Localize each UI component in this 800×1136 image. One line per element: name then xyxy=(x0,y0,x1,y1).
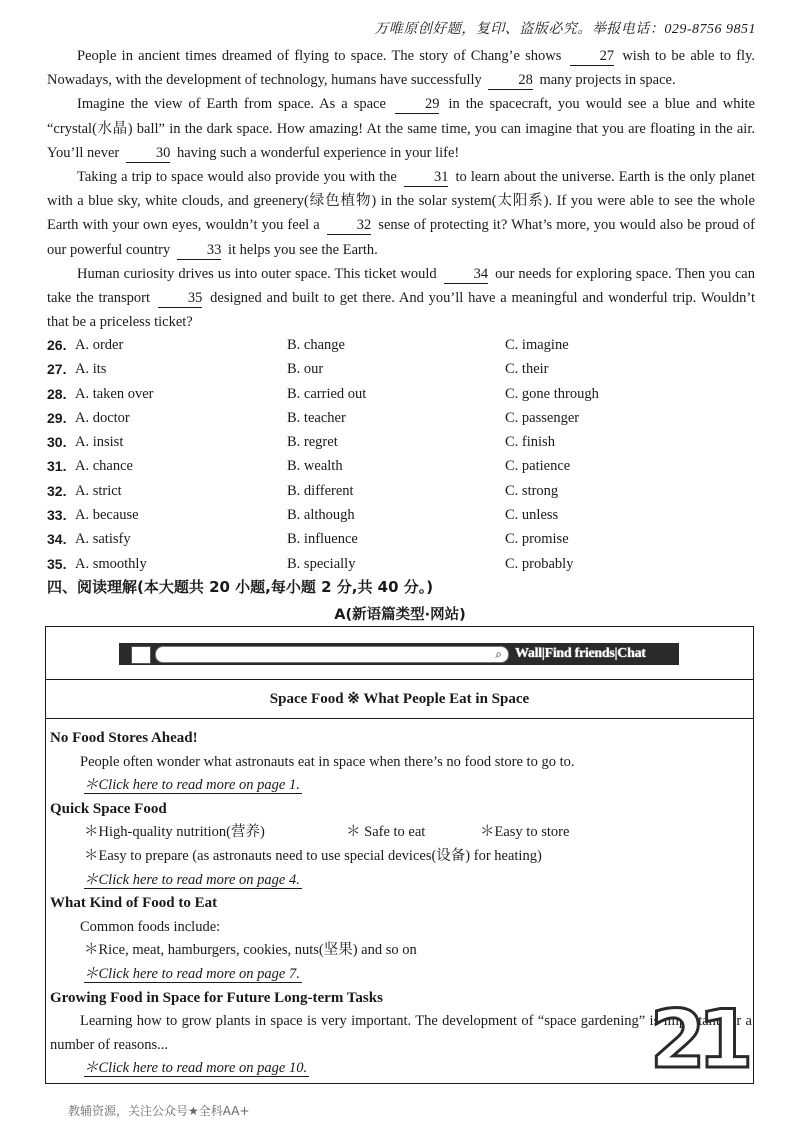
option-c: C. patience xyxy=(505,458,571,475)
section-text: Learning how to grow plants in space is very important. The development of “space gardening” is important for a number of reasons... xyxy=(50,1013,752,1053)
option-a: A. smoothly xyxy=(75,555,147,572)
section-heading-no-food-stores: No Food Stores Ahead! xyxy=(50,730,198,746)
question-number: 28. xyxy=(47,385,67,402)
option-row xyxy=(47,382,755,406)
page-number: 21 xyxy=(650,993,746,1086)
bullet-item: ＊ Safe to eat xyxy=(346,824,426,841)
option-c: C. probably xyxy=(505,555,574,572)
option-a: A. doctor xyxy=(75,409,130,426)
option-c: C. promise xyxy=(505,531,569,548)
option-row xyxy=(47,479,755,503)
blank-27: 27 xyxy=(570,48,615,66)
section-text: Common foods include: xyxy=(80,918,221,935)
passage-paragraph: People in ancient times dreamed of flying to space. The story of Chang’e shows 27 wish to be able to fly. Nowadays, with the development of technology, humans have successfully 28 many projects in space. xyxy=(47,48,755,89)
blank-32: 32 xyxy=(327,217,372,235)
read-more-link-page-4[interactable]: ＊Click here to read more on page 4. xyxy=(84,871,300,888)
blank-29: 29 xyxy=(395,96,440,114)
option-b: B. regret xyxy=(287,434,338,451)
footer-note: 教辅资源，关注公众号★全科AA+ xyxy=(68,1104,250,1118)
site-title: Space Food ※ What People Eat in Space xyxy=(46,679,753,719)
option-a: A. its xyxy=(75,361,107,378)
option-c: C. finish xyxy=(505,434,555,451)
blank-35: 35 xyxy=(158,290,203,308)
option-a: A. because xyxy=(75,507,139,524)
blank-31: 31 xyxy=(404,169,449,187)
option-b: B. although xyxy=(287,507,355,524)
blank-30: 30 xyxy=(126,145,171,163)
option-b: B. change xyxy=(287,337,345,353)
option-b: B. our xyxy=(287,361,324,378)
cloze-passage xyxy=(47,44,755,334)
option-row xyxy=(47,503,755,527)
option-c: C. passenger xyxy=(505,409,580,426)
options-list xyxy=(47,333,755,576)
option-c: C. imagine xyxy=(505,337,569,353)
bullet-item: ＊High-quality nutrition(营养) xyxy=(84,824,265,841)
browser-bar xyxy=(119,643,679,665)
question-number: 31. xyxy=(47,458,67,475)
question-number: 26. xyxy=(47,337,67,353)
passage-paragraph: Taking a trip to space would also provide you with the 31 to learn about the universe. Earth is the only planet with a blue sky, white clouds, and greenery(绿色植物) in the solar system(太阳系). If you were able to see the whole Earth with your own eyes, wouldn’t you feel a 32 sense of protecting it? What’s more, you would also be proud of our powerful country 33 it helps you see the Earth. xyxy=(47,169,755,258)
option-a: A. taken over xyxy=(75,385,154,402)
option-a: A. strict xyxy=(75,482,122,499)
option-b: B. influence xyxy=(287,531,358,548)
question-number: 32. xyxy=(47,482,67,499)
option-c: C. strong xyxy=(505,482,559,499)
option-c: C. their xyxy=(505,361,549,378)
option-a: A. order xyxy=(75,337,124,353)
question-number: 34. xyxy=(47,531,67,548)
section-heading-growing-food: Growing Food in Space for Future Long-term Tasks xyxy=(50,989,383,1006)
passage-paragraph: Human curiosity drives us into outer space. This ticket would 34 our needs for exploring space. Then you can take the transport 35 designed and built to get there. And you’ll have a meaningful and wonderful trip. Wouldn’t that be a priceless ticket? xyxy=(47,265,755,331)
section-subtitle: A(新语篇类型·网站) xyxy=(334,607,466,623)
option-c: C. gone through xyxy=(505,385,599,402)
option-row xyxy=(47,552,755,576)
website-mockup xyxy=(45,626,754,1084)
question-number: 35. xyxy=(47,555,67,572)
section-text: People often wonder what astronauts eat in space when there’s no food store to go to. xyxy=(80,753,575,770)
nav-links[interactable]: Wall|Find friends|Chat xyxy=(515,646,646,661)
bullet-item: ＊Rice, meat, hamburgers, cookies, nuts(坚果) and so on xyxy=(84,942,417,959)
question-number: 27. xyxy=(47,361,67,378)
option-b: B. specially xyxy=(287,555,356,572)
option-row xyxy=(47,454,755,478)
search-input[interactable] xyxy=(155,646,509,663)
question-number: 33. xyxy=(47,507,67,524)
bullet-row xyxy=(50,821,752,845)
read-more-link-page-7[interactable]: ＊Click here to read more on page 7. xyxy=(84,965,300,982)
question-number: 29. xyxy=(47,409,67,426)
section-title: 四、阅读理解(本大题共 20 小题,每小题 2 分,共 40 分。) xyxy=(47,578,434,596)
section-heading-quick-space-food: Quick Space Food xyxy=(50,800,167,817)
option-b: B. teacher xyxy=(287,409,346,426)
option-c: C. unless xyxy=(505,507,559,524)
bullet-item: ＊Easy to store xyxy=(480,824,570,841)
option-a: A. satisfy xyxy=(75,531,131,548)
blank-33: 33 xyxy=(177,242,222,260)
search-icon[interactable]: ⌕ xyxy=(495,647,502,661)
read-more-link-page-10[interactable]: ＊Click here to read more on page 10. xyxy=(84,1060,308,1077)
option-b: B. different xyxy=(287,482,354,499)
option-b: B. carried out xyxy=(287,385,367,402)
option-a: A. chance xyxy=(75,458,133,475)
website-content xyxy=(50,727,752,1086)
blank-34: 34 xyxy=(444,266,489,284)
option-row xyxy=(47,430,755,454)
menu-square-icon[interactable] xyxy=(131,646,151,664)
option-row xyxy=(47,406,755,430)
option-row xyxy=(47,527,755,551)
option-a: A. insist xyxy=(75,434,124,451)
option-b: B. wealth xyxy=(287,458,343,475)
passage-paragraph: Imagine the view of Earth from space. As a space 29 in the spacecraft, you would see a blue and white “crystal(水晶) ball” in the dark space. How amazing! At the same time, you can imagine that you are floating in the air. You’ll never 30 having such a wonderful experience in your life! xyxy=(47,96,755,161)
option-row xyxy=(47,357,755,381)
blank-28: 28 xyxy=(488,72,533,90)
read-more-link-page-1[interactable]: ＊Click here to read more on page 1. xyxy=(84,777,300,794)
section-heading-what-kind-of-food: What Kind of Food to Eat xyxy=(50,895,218,912)
header-note: 万唯原创好题，复印、盗版必究。举报电话：029-8756 9851 xyxy=(374,22,756,37)
option-row xyxy=(47,333,755,357)
bullet-item: ＊Easy to prepare (as astronauts need to use special devices(设备) for heating) xyxy=(84,847,542,864)
question-number: 30. xyxy=(47,434,67,451)
